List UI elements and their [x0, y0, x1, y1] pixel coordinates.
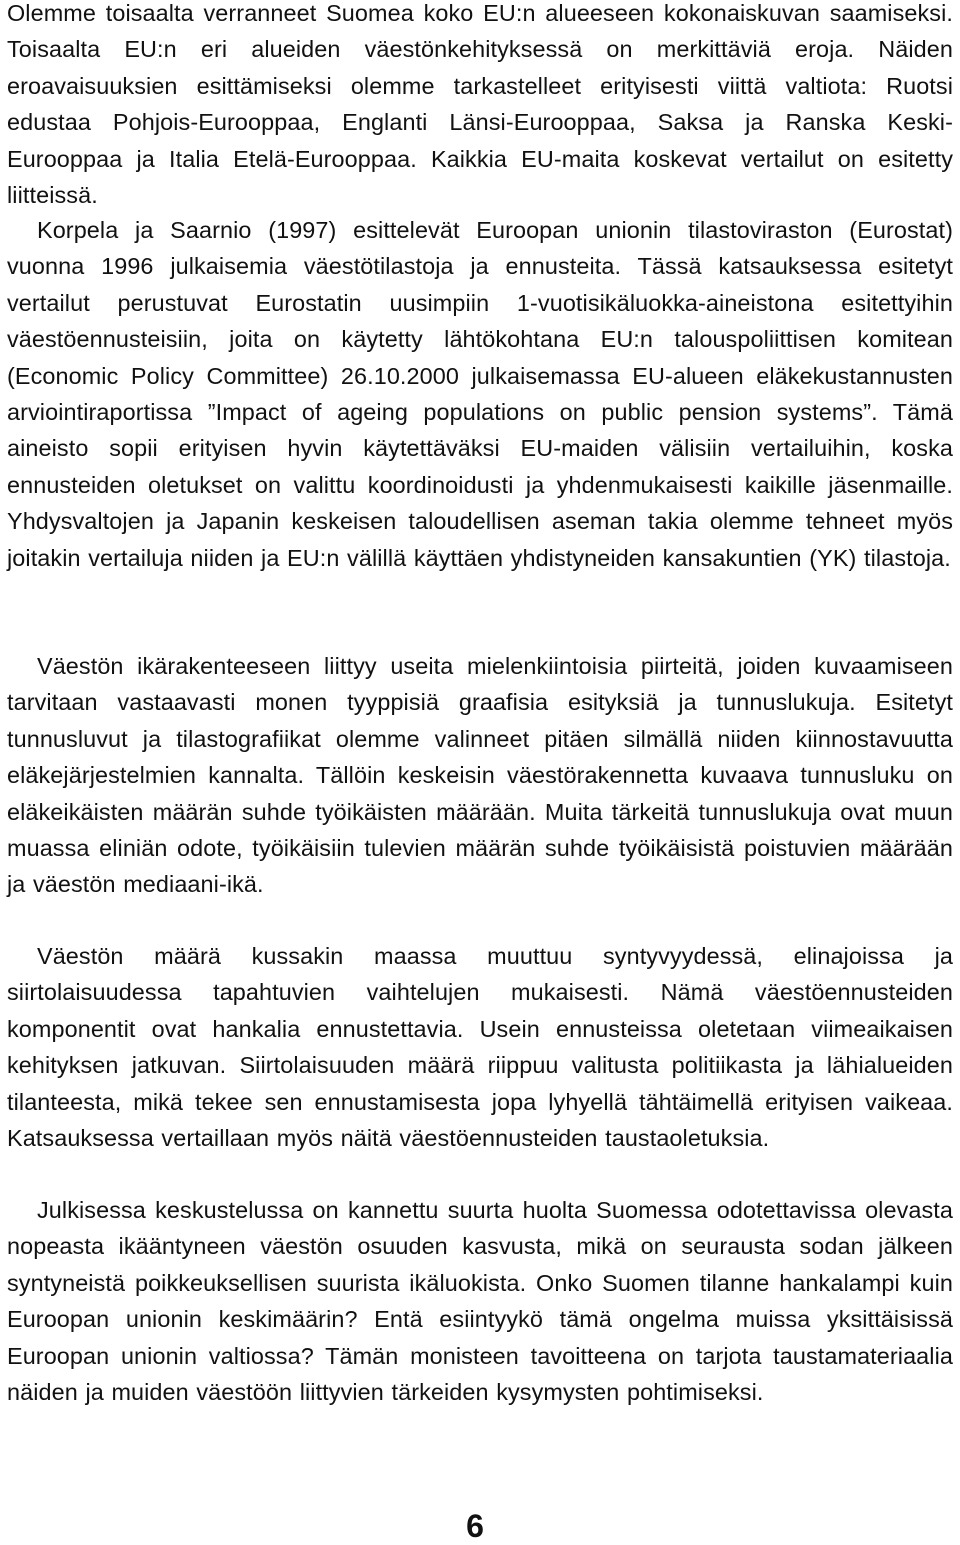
paragraph-eurostat: Korpela ja Saarnio (1997) esittelevät Euroopan unionin tilastoviraston (Eurostat) vuonna 1996 julkaisemia väestötilastoja ja ennusteita. Tässä katsauksessa esitetyt vertailut perustuvat Eurostatin uusimpiin 1-vuotisikäluokka-aineistona esitettyihin väestöennusteisiin, joita on käytetty lähtökohtana EU:n talouspoliittisen komitean (Economic Policy Committee) 26.10.2000 julkaisemassa EU-alueen eläkekustannusten arviointiraportissa ”Impact of ageing populations on public pension systems”. Tämä aineisto sopii erityisen hyvin käytettäväksi EU-maiden välisiin vertailuihin, koska ennusteiden oletukset on valittu koordinoidusti ja yhdenmukaisesti kaikille jäsenmaille. Yhdysvaltojen ja Japanin keskeisen taloudellisen aseman takia olemme tehneet myös joitakin vertailuja niiden ja EU:n välillä käyttäen yhdistyneiden kansakuntien (YK) tilastoja. — [7, 217, 953, 571]
page-number: 6 — [466, 1508, 484, 1544]
paragraph-age-structure: Väestön ikärakenteeseen liittyy useita mielenkiintoisia piirteitä, joiden kuvaamiseen tarvitaan vastaavasti monen tyyppisiä graafisia esityksiä ja tunnuslukuja. Esitetyt tunnusluvut ja tilastografiikat olemme valinneet pitäen silmällä niiden kiinnostavuutta eläkejärjestelmien kannalta. Tällöin keskeisin väestörakennetta kuvaava tunnusluku on eläkeikäisten määrän suhde työikäisten määrään. Muita tärkeitä tunnuslukuja ovat muun muassa eliniän odote, työikäisiin tulevien määrän suhde työikäisistä poistuvien määrään ja väestön mediaani-ikä. — [7, 653, 953, 898]
paragraph-population-change: Väestön määrä kussakin maassa muuttuu syntyvyydessä, elinajoissa ja siirtolaisuudessa tapahtuvien vaihtelujen mukaisesti. Nämä väestöennusteiden komponentit ovat hankalia ennustettavia. Usein ennusteissa oletetaan viimeaikaisen kehityksen jatkuvan. Siirtolaisuuden määrä riippuu valitusta politiikasta ja lähialueiden tilanteesta, mikä tekee sen ennustamisesta jopa lyhyellä tähtäimellä erityisen vaikeaa. Katsauksessa vertaillaan myös näitä väestöennusteiden taustaoletuksia. — [7, 943, 953, 1152]
paragraph-intro: Olemme toisaalta verranneet Suomea koko EU:n alueeseen kokonaiskuvan saamiseksi. Toisaalta EU:n eri alueiden väestönkehityksessä on merkittäviä eroja. Näiden eroavaisuuksien esittämiseksi olemme tarkastelleet erityisesti viittä valtiota: Ruotsi edustaa Pohjois-Eurooppaa, Englanti Länsi-Eurooppaa, Saksa ja Ranska Keski-Eurooppaa ja Italia Etelä-Eurooppaa. Kaikkia EU-maita koskevat vertailut on esitetty liitteissä. — [7, 0, 953, 209]
paragraph-public-discussion: Julkisessa keskustelussa on kannettu suurta huolta Suomessa odotettavissa olevasta nopeasta ikääntyneen väestön osuuden kasvusta, mikä on seurausta sodan jälkeen syntyneistä poikkeuksellisen suurista ikäluokista. Onko Suomen tilanne hankalampi kuin Euroopan unionin keskimäärin? Entä esiintyykö tämä ongelma muissa yksittäisissä Euroopan unionin valtiossa? Tämän monisteen tavoitteena on tarjota taustamateriaalia näiden ja muiden väestöön liittyvien tärkeiden kysymysten pohtimiseksi. — [7, 1197, 953, 1406]
document-page — [7, 0, 953, 1545]
